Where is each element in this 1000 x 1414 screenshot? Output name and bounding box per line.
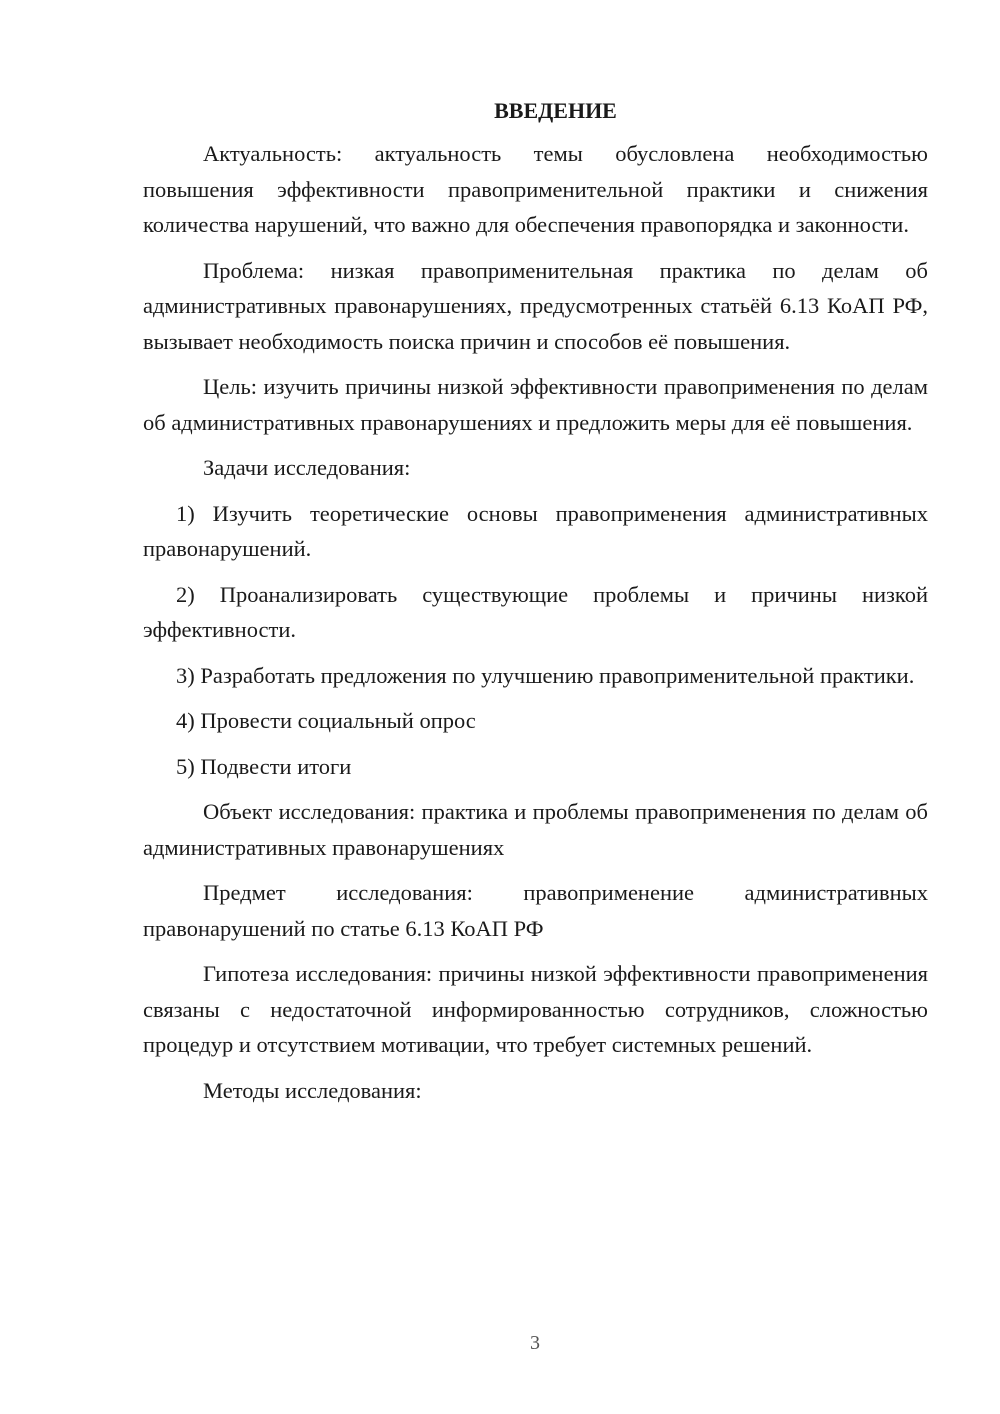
paragraph-methods: Методы исследования: bbox=[203, 1077, 422, 1103]
paragraph-subject: Предмет исследования: правоприменение административных правонарушений по статье 6.13 КоАП РФ bbox=[143, 880, 928, 941]
paragraph-tasks-heading: Задачи исследования: bbox=[203, 455, 411, 480]
task-item: 2) Проанализировать существующие проблемы и причины низкой эффективности. bbox=[143, 581, 928, 642]
page-title: ВВЕДЕНИЕ bbox=[494, 98, 617, 123]
task-item: 5) Подвести итоги bbox=[176, 753, 352, 779]
page-number: 3 bbox=[530, 1332, 540, 1354]
paragraph-goal: Цель: изучить причины низкой эффективности правоприменения по делам об административных правонарушениях и предложить меры для её повышения. bbox=[143, 374, 928, 435]
paragraph-relevance: Актуальность: актуальность темы обусловлена необходимостью повышения эффективности правоприменительной практики и снижения количества нарушений, что важно для обеспечения правопорядка и законности. bbox=[143, 141, 928, 237]
paragraph-hypothesis: Гипотеза исследования: причины низкой эффективности правоприменения связаны с недостаточной информированностью сотрудников, сложностью процедур и отсутствием мотивации, что требует системных решений. bbox=[143, 961, 928, 1057]
task-item: 4) Провести социальный опрос bbox=[176, 708, 476, 733]
paragraph-object: Объект исследования: практика и проблемы правоприменения по делам об административных правонарушениях bbox=[143, 799, 928, 860]
task-item: 3) Разработать предложения по улучшению правоприменительной практики. bbox=[176, 662, 915, 688]
task-item: 1) Изучить теоретические основы правоприменения административных правонарушений. bbox=[143, 500, 928, 561]
paragraph-problem: Проблема: низкая правоприменительная практика по делам об административных правонарушениях, предусмотренных статьёй 6.13 КоАП РФ, вызывает необходимость поиска причин и способов её повышения. bbox=[143, 257, 928, 354]
